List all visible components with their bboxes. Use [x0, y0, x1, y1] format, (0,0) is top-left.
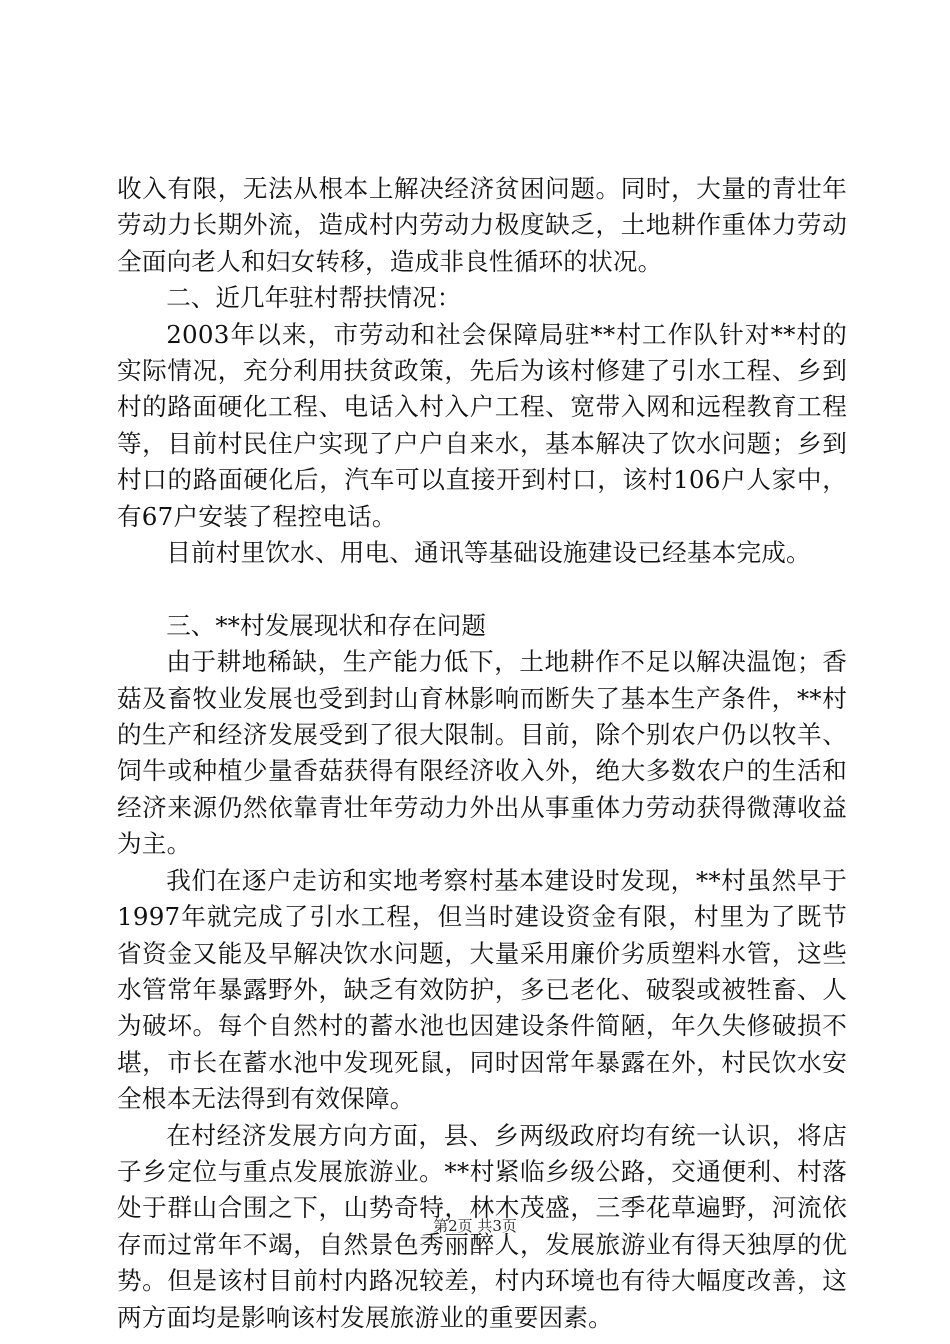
section-heading-2: 二、近几年驻村帮扶情况：	[166, 283, 462, 313]
paragraph-tourism: 在村经济发展方向方面，县、乡两级政府均有统一认识，将店子乡定位与重点发展旅游业。**村紧临乡级公路，交通便利、村落处于群山合围之下，山势奇特，林木茂盛，三季花草遍野，河流依存而过常年不竭，自然景色秀丽醉人，发展旅游业有得天独厚的优势。但是该村目前村内路况较差，村内环境也有待大幅度改善，这两方面均是影响该村发展旅游业的重要因素。	[117, 1120, 847, 1332]
paragraph-continued: 收入有限，无法从根本上解决经济贫困问题。同时，大量的青壮年劳动力长期外流，造成村内劳动力极度缺乏，土地耕作重体力劳动全面向老人和妇女转移，造成非良性循环的状况。	[117, 174, 847, 276]
paragraph-water: 我们在逐户走访和实地考察村基本建设时发现，**村虽然早于1997年就完成了引水工程，但当时建设资金有限，村里为了既节省资金又能及早解决饮水问题，大量采用廉价劣质塑料水管，这些水管常年暴露野外，缺乏有效防护，多已老化、破裂或被牲畜、人为破坏。每个自然村的蓄水池也因建设条件简陋，年久失修破损不堪，市长在蓄水池中发现死鼠，同时因常年暴露在外，村民饮水安全根本无法得到有效保障。	[117, 865, 847, 1114]
section-heading-3: 三、**村发展现状和存在问题	[166, 610, 486, 640]
paragraph-status: 由于耕地稀缺，生产能力低下，土地耕作不足以解决温饱；香菇及畜牧业发展也受到封山育林影响而断失了基本生产条件，**村的生产和经济发展受到了很大限制。目前，除个别农户仍以牧羊、饲牛或种植少量香菇获得有限经济收入外，绝大多数农户的生活和经济来源仍然依靠青壮年劳动力外出从事重体力劳动获得微薄收益为主。	[117, 647, 847, 859]
paragraph-assistance: 2003年以来，市劳动和社会保障局驻**村工作队针对**村的实际情况，充分利用扶贫政策，先后为该村修建了引水工程、乡到村的路面硬化工程、电话入村入户工程、宽带入网和远程教育工程等，目前村民住户实现了户户自来水，基本解决了饮水问题；乡到村口的路面硬化后，汽车可以直接开到村口，该村106户人家中，有67户安装了程控电话。	[117, 319, 847, 531]
paragraph-infrastructure: 目前村里饮水、用电、通讯等基础设施建设已经基本完成。	[166, 538, 811, 568]
page-footer: 第2页 共3页	[433, 1217, 517, 1235]
document-body	[117, 171, 847, 1336]
blank-line	[117, 571, 847, 607]
